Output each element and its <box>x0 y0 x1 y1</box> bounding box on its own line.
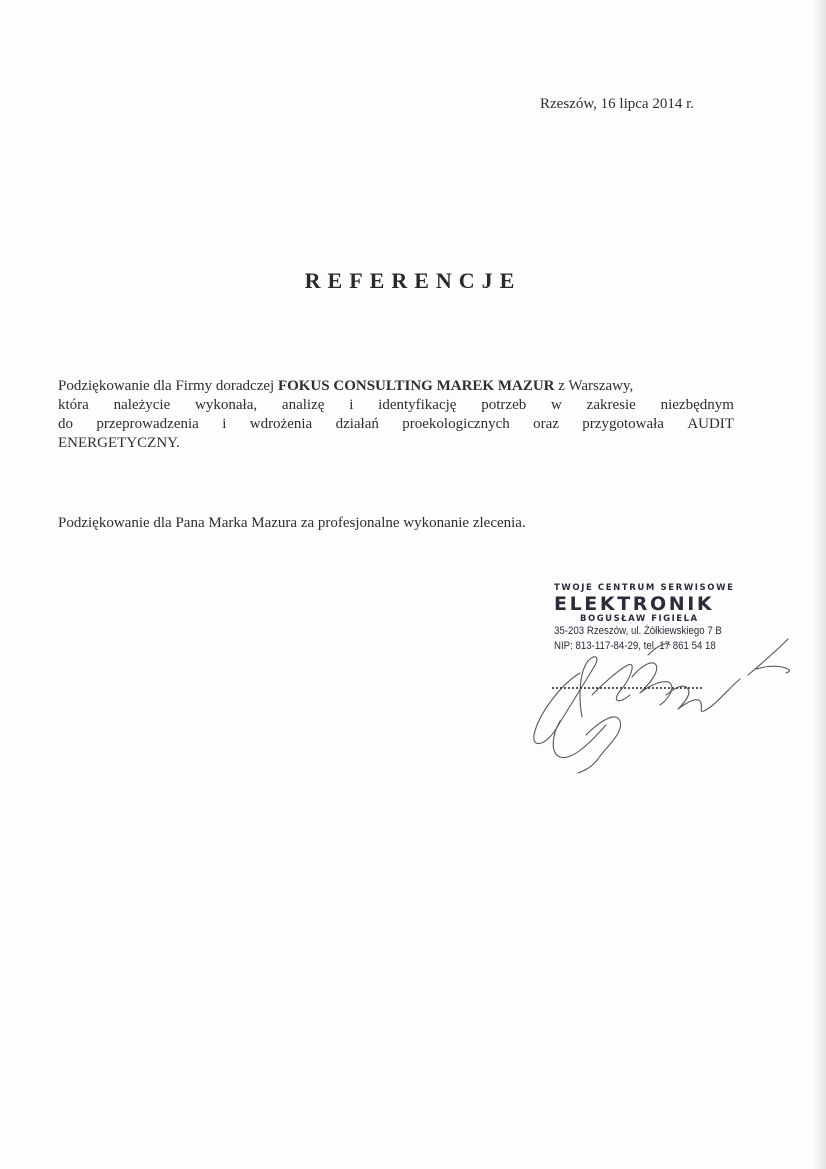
word: analizę <box>281 397 325 413</box>
stamp-owner: BOGUSŁAW FIGIELA <box>580 614 699 624</box>
handwritten-signature <box>520 625 800 775</box>
word: wykonała, <box>195 397 258 413</box>
word: proekologicznych <box>402 416 510 432</box>
paragraph-line-1 <box>58 377 734 396</box>
stamp-address: 35-203 Rzeszów, ul. Żółkiewskiego 7 B <box>554 625 722 637</box>
word: identyfikację <box>378 397 457 413</box>
word: AUDIT <box>687 416 734 432</box>
word: i <box>222 416 227 432</box>
document-title: REFERENCJE <box>304 268 522 293</box>
word: która <box>58 397 89 413</box>
paragraph-line-4: ENERGETYCZNY. <box>58 435 180 451</box>
word: należycie <box>113 397 171 413</box>
paragraph-line-3 <box>58 415 734 434</box>
paragraph-text: Podziękowanie dla Firmy doradczej <box>58 378 278 394</box>
stamp-heading: TWOJE CENTRUM SERWISOWE <box>554 583 735 593</box>
paragraph-thanks-company <box>58 377 734 453</box>
word: do <box>58 416 73 432</box>
word: działań <box>335 416 379 432</box>
paragraph-line-2 <box>58 396 734 415</box>
word: wdrożenia <box>249 416 313 432</box>
word: przygotowała <box>582 416 664 432</box>
word: w <box>551 397 562 413</box>
word: zakresie <box>586 397 636 413</box>
paragraph-text: z Warszawy, <box>554 378 634 394</box>
word: niezbędnym <box>660 397 734 413</box>
word: i <box>349 397 354 413</box>
word: przeprowadzenia <box>96 416 199 432</box>
stamp-company-name: ELEKTRONIK <box>554 593 715 615</box>
place-and-date: Rzeszów, 16 lipca 2014 r. <box>540 96 694 112</box>
scan-edge-shadow <box>812 0 826 1169</box>
stamp-nip-phone: NIP: 813-117-84-29, tel. 17 861 54 18 <box>554 640 716 652</box>
company-name: FOKUS CONSULTING MAREK MAZUR <box>277 378 555 394</box>
word: oraz <box>533 416 559 432</box>
paragraph-thanks-person: Podziękowanie dla Pana Marka Mazura za profesjonalne wykonanie zlecenia. <box>58 515 526 531</box>
word: potrzeb <box>481 397 527 413</box>
